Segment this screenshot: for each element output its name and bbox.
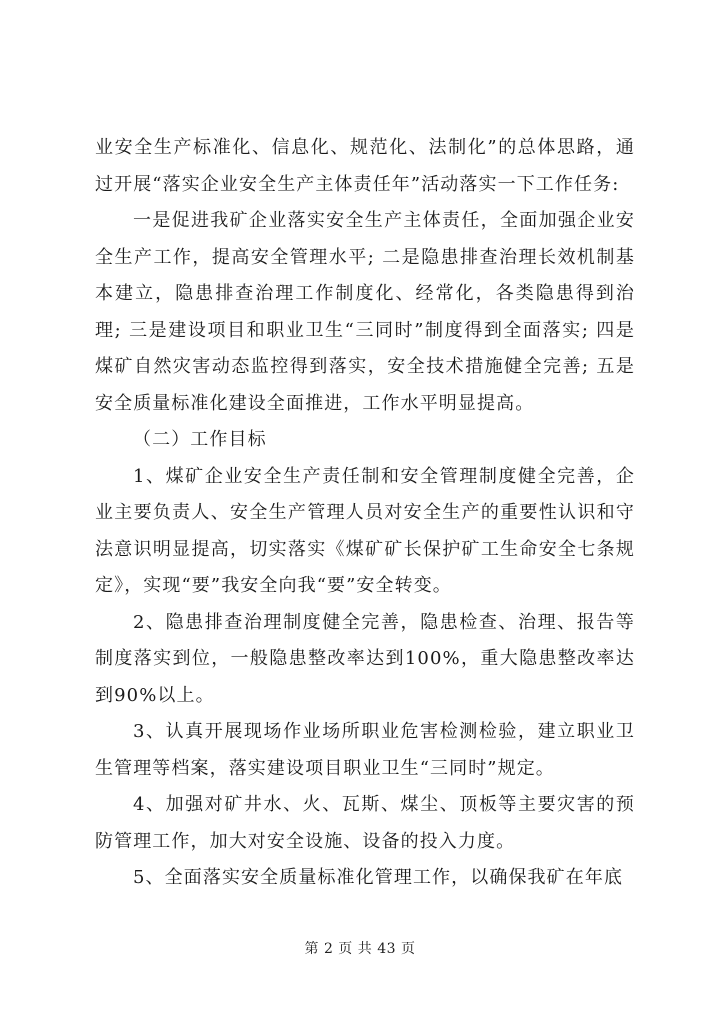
paragraph-goal-3: 3、认真开展现场作业场所职业危害检测检验，建立职业卫生管理等档案，落实建设项目职业卫生“三同时”规定。 — [95, 721, 635, 779]
paragraph-goal-1: 1、煤矿企业安全生产责任制和安全管理制度健全完善，企业主要负责人、安全生产管理人员对安全生产的重要性认识和守法意识明显提高，切实落实《煤矿矿长保护矿工生命安全七条规定》，实现“要”我安全向我“要”安全转变。 — [95, 465, 635, 596]
page-number-footer: 第 2 页 共 43 页 — [304, 941, 416, 957]
paragraph-goal-2: 2、隐患排查治理制度健全完善，隐患检查、治理、报告等制度落实到位，一般隐患整改率达到100%，重大隐患整改率达到90%以上。 — [95, 611, 635, 706]
paragraph-continuation: 业安全生产标准化、信息化、规范化、法制化”的总体思路，通过开展“落实企业安全生产主体责任年”活动落实一下工作任务: — [95, 137, 635, 195]
document-body — [95, 130, 635, 897]
paragraph-goal-5: 5、全面落实安全质量标准化管理工作，以确保我矿在年底 — [133, 867, 624, 888]
section-heading-goals: （二）工作目标 — [133, 429, 267, 450]
paragraph-tasks: 一是促进我矿企业落实安全生产主体责任，全面加强企业安全生产工作，提高安全管理水平; 二是隐患排查治理长效机制基本建立，隐患排查治理工作制度化、经常化，各类隐患得到治理; 三是建设项目和职业卫生“三同时”制度得到全面落实; 四是煤矿自然灾害动态监控得到落实，安全技术措施健全完善; 五是安全质量标准化建设全面推进，工作水平明显提高。 — [95, 210, 635, 414]
paragraph-goal-4: 4、加强对矿井水、火、瓦斯、煤尘、顶板等主要灾害的预防管理工作，加大对安全设施、设备的投入力度。 — [95, 794, 635, 852]
